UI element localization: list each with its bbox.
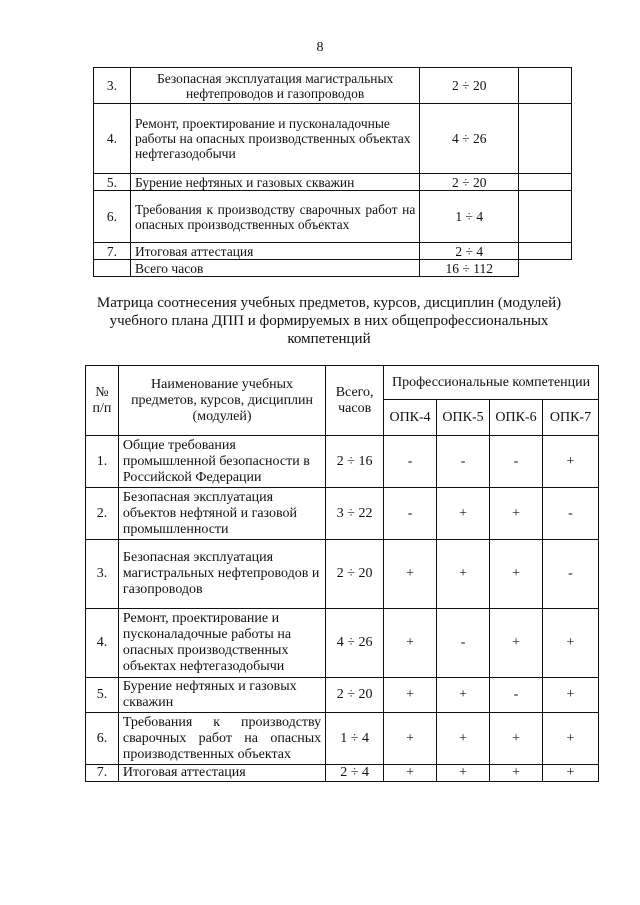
course-hours: 1 ÷ 4 <box>326 713 384 765</box>
row-number: 4. <box>86 609 119 678</box>
course-hours: 3 ÷ 22 <box>326 488 384 540</box>
course-hours: 2 ÷ 4 <box>420 243 519 260</box>
competence-mark: - <box>543 540 599 609</box>
row-number: 6. <box>94 191 131 243</box>
competence-mark: + <box>490 488 543 540</box>
empty-cell <box>519 191 572 243</box>
header-opk: ОПК-6 <box>490 400 543 436</box>
table-row <box>86 488 599 540</box>
competence-matrix-table <box>85 365 599 782</box>
header-opk: ОПК-4 <box>384 400 437 436</box>
competence-mark: - <box>384 488 437 540</box>
empty-cell <box>519 174 572 191</box>
competence-mark: + <box>384 609 437 678</box>
competence-mark: + <box>384 678 437 713</box>
course-hours: 1 ÷ 4 <box>420 191 519 243</box>
course-name: Итоговая аттестация <box>118 765 325 782</box>
header-total: Всего, часов <box>326 366 384 436</box>
course-hours: 2 ÷ 20 <box>326 540 384 609</box>
course-name: Бурение нефтяных и газовых скважин <box>130 174 419 191</box>
total-label: Всего часов <box>130 260 419 277</box>
course-hours: 4 ÷ 26 <box>326 609 384 678</box>
empty-cell <box>519 260 572 277</box>
table-row <box>94 68 572 104</box>
competence-mark: + <box>384 765 437 782</box>
empty-cell <box>519 68 572 104</box>
competence-mark: - <box>490 678 543 713</box>
table-row <box>94 104 572 174</box>
competence-mark: + <box>543 713 599 765</box>
row-number: 3. <box>86 540 119 609</box>
competence-mark: - <box>490 436 543 488</box>
row-number: 5. <box>86 678 119 713</box>
total-row <box>94 260 572 277</box>
competence-mark: + <box>490 765 543 782</box>
competence-mark: + <box>543 678 599 713</box>
header-name: Наименование учебных предметов, курсов, дисциплин (модулей) <box>118 366 325 436</box>
competence-mark: + <box>437 488 490 540</box>
course-hours: 2 ÷ 20 <box>420 68 519 104</box>
competence-mark: + <box>543 436 599 488</box>
competence-mark: + <box>490 609 543 678</box>
competence-mark: + <box>543 609 599 678</box>
course-name: Ремонт, проектирование и пусконаладочные работы на опасных производственных объектах нефтегазодобычи <box>130 104 419 174</box>
row-number: 1. <box>86 436 119 488</box>
course-name: Требования к производству сварочных работ на опасных производственных объектах <box>118 713 325 765</box>
table-row <box>86 713 599 765</box>
competence-mark: - <box>437 609 490 678</box>
matrix-caption: Матрица соотнесения учебных предметов, курсов, дисциплин (модулей) учебного плана ДПП и формируемых в них общепрофессиональных компетенций <box>96 295 562 347</box>
row-number: 7. <box>86 765 119 782</box>
competence-mark: + <box>384 713 437 765</box>
table-row <box>86 609 599 678</box>
page-number: 8 <box>316 40 324 55</box>
course-name: Безопасная эксплуатация магистральных нефтепроводов и газопроводов <box>130 68 419 104</box>
empty-cell <box>94 260 131 277</box>
competence-mark: + <box>437 540 490 609</box>
competence-mark: + <box>490 713 543 765</box>
table-row <box>86 540 599 609</box>
course-name: Требования к производству сварочных работ на опасных производственных объектах <box>130 191 419 243</box>
course-hours: 4 ÷ 26 <box>420 104 519 174</box>
row-number: 2. <box>86 488 119 540</box>
course-name: Ремонт, проектирование и пусконаладочные работы на опасных производственных объектах нефтегазодобычи <box>118 609 325 678</box>
row-number: 5. <box>94 174 131 191</box>
competence-mark: + <box>543 765 599 782</box>
course-hours: 2 ÷ 20 <box>420 174 519 191</box>
competence-mark: - <box>437 436 490 488</box>
total-hours: 16 ÷ 112 <box>420 260 519 277</box>
competence-mark: + <box>437 765 490 782</box>
competence-mark: + <box>490 540 543 609</box>
table-row <box>94 191 572 243</box>
table-row <box>94 174 572 191</box>
table-row <box>86 678 599 713</box>
header-number: № п/п <box>86 366 119 436</box>
header-opk: ОПК-5 <box>437 400 490 436</box>
competence-mark: + <box>437 678 490 713</box>
course-name: Итоговая аттестация <box>130 243 419 260</box>
course-hours: 2 ÷ 4 <box>326 765 384 782</box>
row-number: 7. <box>94 243 131 260</box>
header-opk: ОПК-7 <box>543 400 599 436</box>
course-name: Безопасная эксплуатация магистральных нефтепроводов и газопроводов <box>118 540 325 609</box>
row-number: 3. <box>94 68 131 104</box>
course-name: Бурение нефтяных и газовых скважин <box>118 678 325 713</box>
empty-cell <box>519 104 572 174</box>
table-row <box>86 436 599 488</box>
header-competences: Профессиональные компетенции <box>384 366 599 400</box>
competence-mark: - <box>543 488 599 540</box>
empty-cell <box>519 243 572 260</box>
table-row <box>86 765 599 782</box>
course-hours: 2 ÷ 16 <box>326 436 384 488</box>
competence-mark: + <box>384 540 437 609</box>
table-row <box>94 243 572 260</box>
row-number: 6. <box>86 713 119 765</box>
course-name: Общие требования промышленной безопасности в Российской Федерации <box>118 436 325 488</box>
course-name: Безопасная эксплуатация объектов нефтяной и газовой промышленности <box>118 488 325 540</box>
competence-mark: + <box>437 713 490 765</box>
header-row <box>86 366 599 400</box>
competence-mark: - <box>384 436 437 488</box>
course-hours: 2 ÷ 20 <box>326 678 384 713</box>
hours-table <box>93 67 572 277</box>
row-number: 4. <box>94 104 131 174</box>
